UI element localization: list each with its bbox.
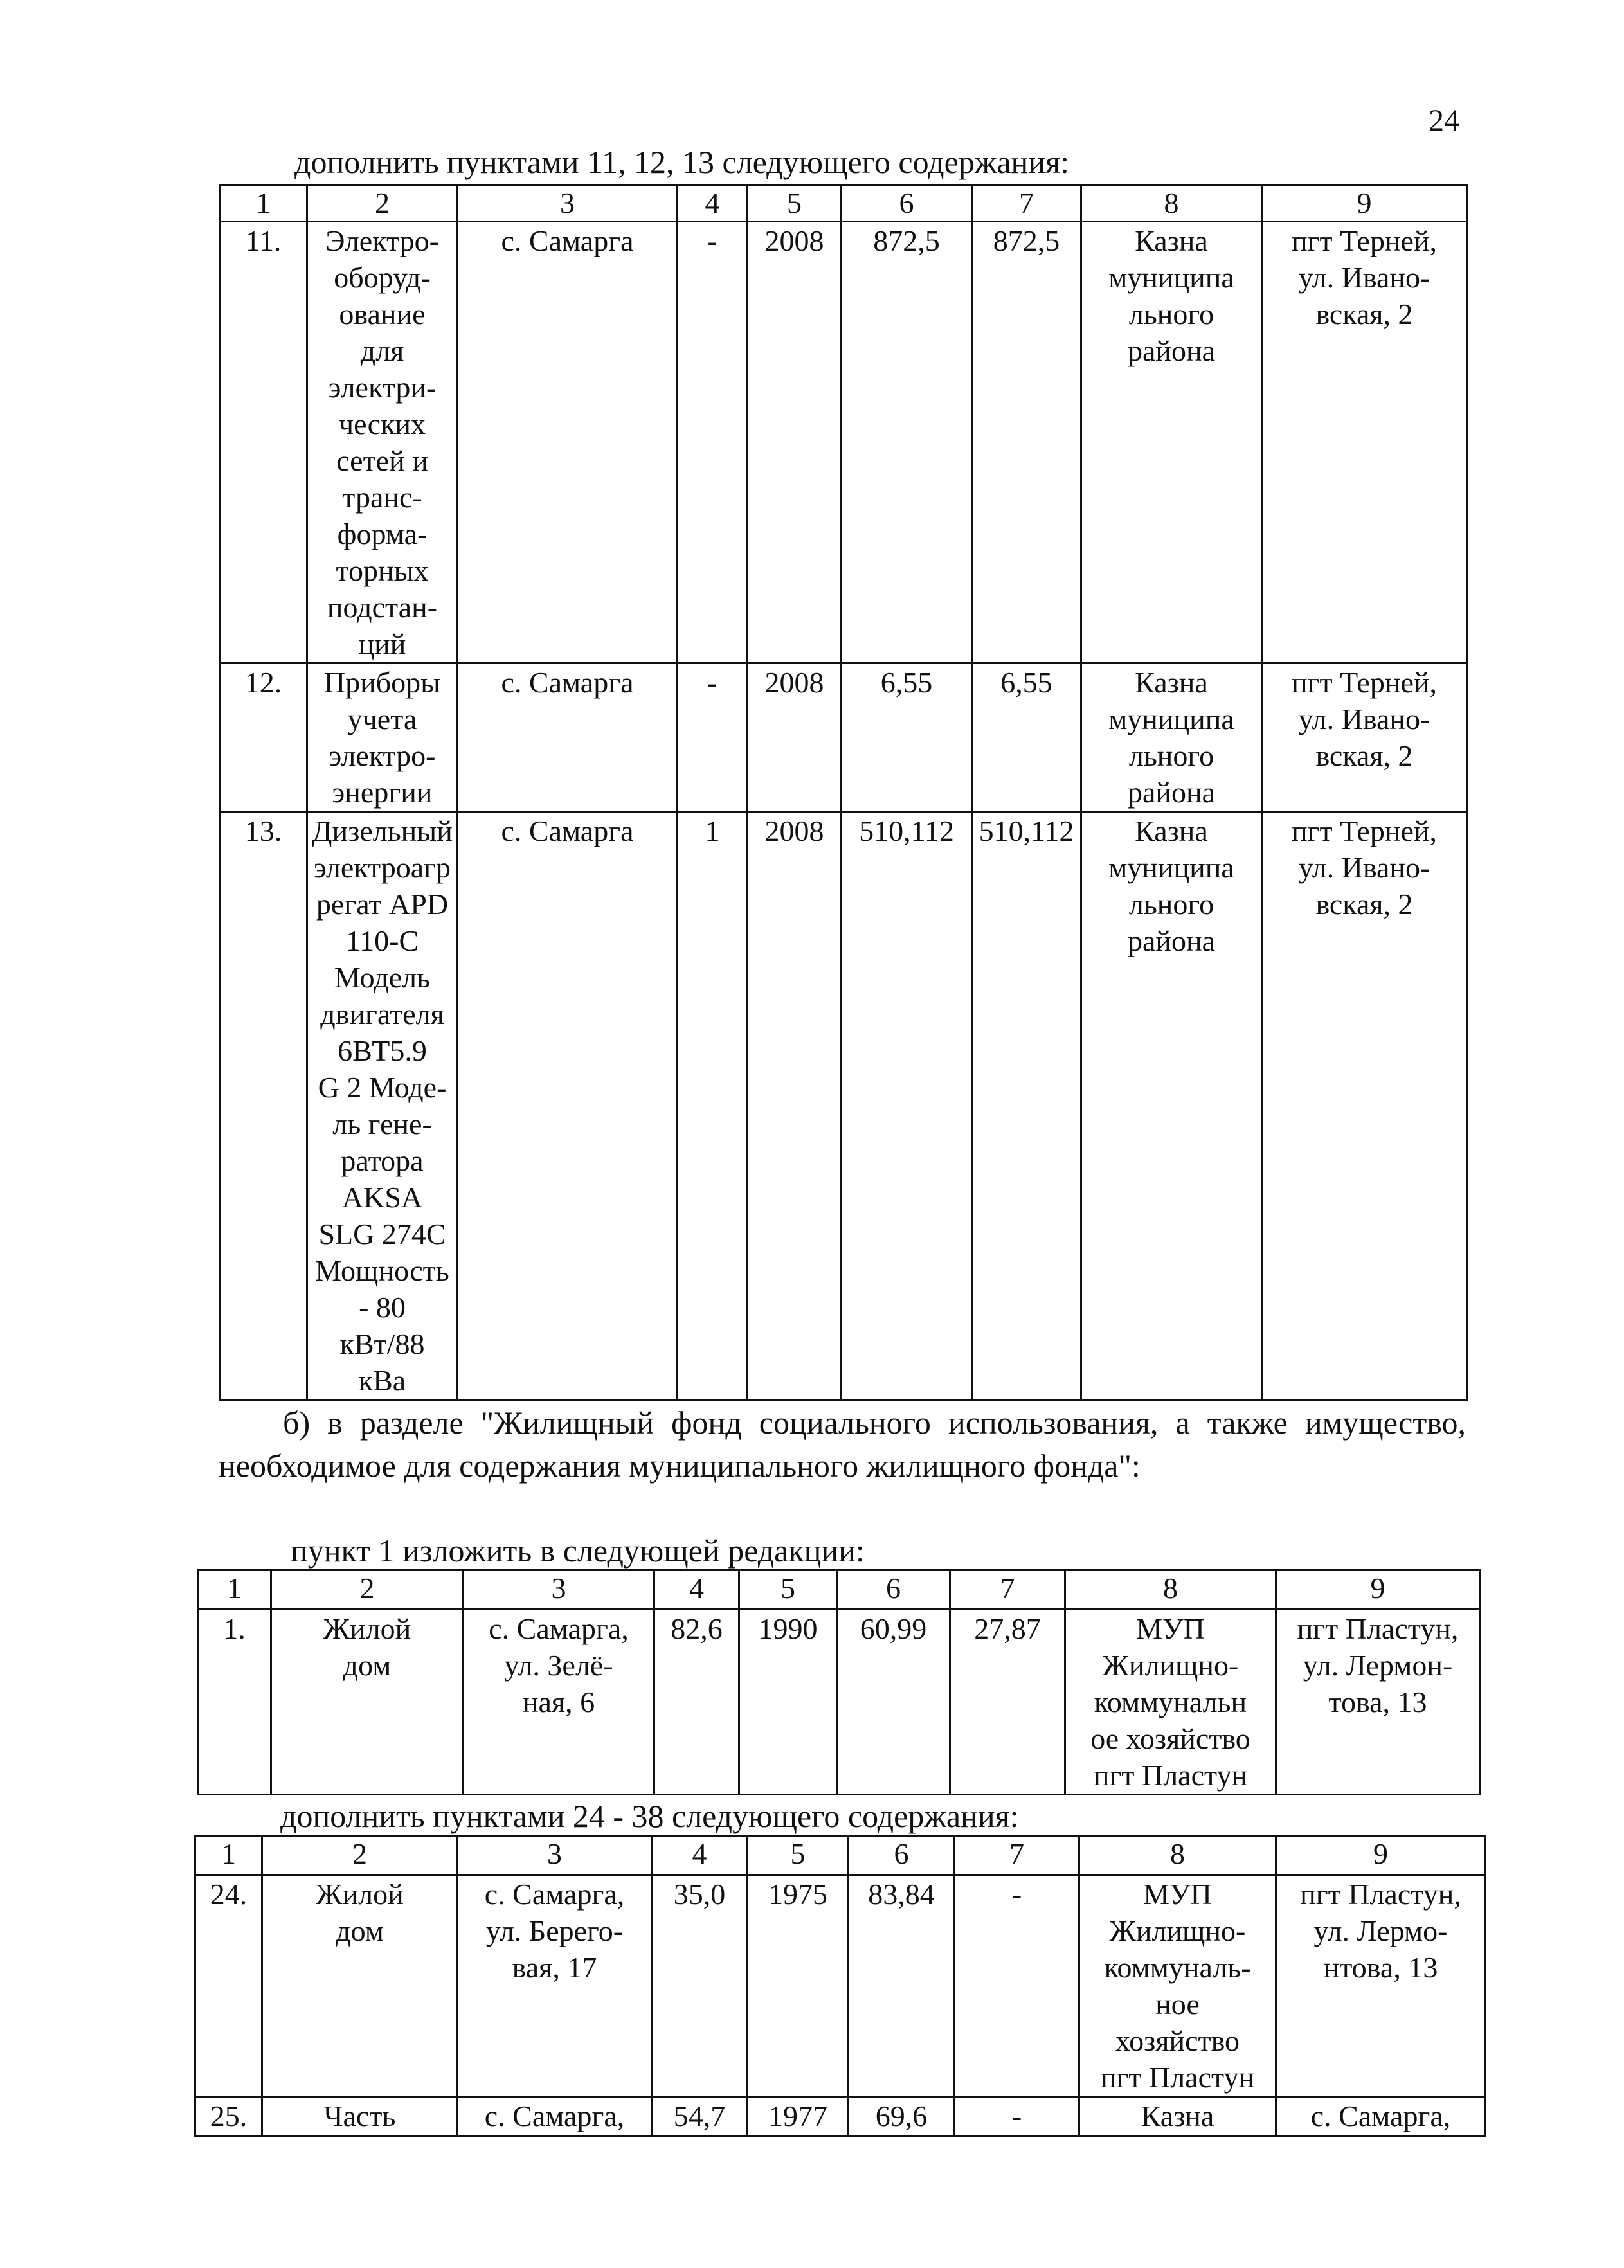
table-cell-col-6: 69,6 [849,2097,955,2136]
table-cell-col-3: 3 [458,1836,652,1875]
table-cell-col-6: 510,112 [842,812,972,1401]
table-cell-col-6: 6 [837,1571,950,1610]
table-cell-col-4: 82,6 [654,1610,739,1795]
table-cell-col-5: 1975 [748,1875,849,2097]
table-cell-col-1: 1 [220,185,307,222]
table-cell-col-3: с. Самарга, ул. Зелё- ная, 6 [464,1610,654,1795]
table-cell-col-4: - [678,222,748,663]
table-cell-col-9: 9 [1262,185,1467,222]
table-cell-col-6: 6 [842,185,972,222]
table-cell-col-9: 9 [1276,1836,1486,1875]
table-cell-col-4: 4 [678,185,748,222]
table-cell-col-9: пгт Терней, ул. Ивано- вская, 2 [1262,812,1467,1401]
table-cell-col-4: 35,0 [652,1875,748,2097]
table-row [198,1610,1480,1795]
table-cell-col-1: 1. [198,1610,271,1795]
table-row [195,2097,1486,2136]
table-cell-col-9: 9 [1276,1571,1480,1610]
table-cell-col-7: 7 [950,1571,1065,1610]
table-cell-col-8: МУП Жилищно- коммуналь- ное хозяйство пгт Пластун [1079,1875,1276,2097]
table-row [195,1875,1486,2097]
table-cell-col-4: 4 [654,1571,739,1610]
table-cell-col-8: Казна муниципа льного района [1081,812,1262,1401]
table-cell-col-2: Жилой дом [262,1875,458,2097]
table-cell-col-8: Казна муниципа льного района [1081,663,1262,812]
table-cell-col-3: 3 [458,185,678,222]
table-cell-col-7: - [955,1875,1079,2097]
table-cell-col-9: пгт Пластун, ул. Лермо- нтова, 13 [1276,1875,1486,2097]
section-b-paragraph: б) в разделе "Жилищный фонд социального использования, а также имущество, необходимое для содержания муниципального жилищного фонда": [219,1405,1466,1484]
table-cell-col-4: 1 [678,812,748,1401]
table-cell-col-5: 1990 [739,1610,837,1795]
table-item-1 [197,1569,1481,1796]
page-number: 24 [1429,104,1459,138]
table-cell-col-5: 2008 [748,222,842,663]
table-header-row [195,1836,1486,1875]
table-cell-col-3: с. Самарга, ул. Берего- вая, 17 [458,1875,652,2097]
table-cell-col-2: Часть [262,2097,458,2136]
table-cell-col-5: 1977 [748,2097,849,2136]
table-cell-col-1: 12. [220,663,307,812]
table-cell-col-1: 24. [195,1875,262,2097]
table-cell-col-3: с. Самарга [458,222,678,663]
table-cell-col-3: с. Самарга, [458,2097,652,2136]
table-cell-col-1: 1 [198,1571,271,1610]
table-cell-col-6: 6,55 [842,663,972,812]
table-cell-col-4: 4 [652,1836,748,1875]
table-cell-col-5: 5 [739,1571,837,1610]
table-cell-col-7: 510,112 [972,812,1081,1401]
intro-items-24-38: дополнить пунктами 24 - 38 следующего содержания: [280,1798,1019,1834]
table-cell-col-9: с. Самарга, [1276,2097,1486,2136]
table-header-row [220,185,1467,222]
table-cell-col-9: пгт Терней, ул. Ивано- вская, 2 [1262,222,1467,663]
intro-items-11-13: дополнить пунктами 11, 12, 13 следующего содержания: [294,144,1069,180]
table-cell-col-5: 5 [748,185,842,222]
table-cell-col-9: пгт Терней, ул. Ивано- вская, 2 [1262,663,1467,812]
table-cell-col-7: 6,55 [972,663,1081,812]
table-cell-col-6: 6 [849,1836,955,1875]
table-cell-col-8: Казна муниципа льного района [1081,222,1262,663]
table-cell-col-2: Приборы учета электро- энергии [307,663,458,812]
table-cell-col-4: - [678,663,748,812]
table-cell-col-6: 83,84 [849,1875,955,2097]
table-cell-col-3: с. Самарга [458,812,678,1401]
table-cell-col-8: МУП Жилищно- коммунальн ое хозяйство пгт Пластун [1065,1610,1276,1795]
table-cell-col-8: 8 [1065,1571,1276,1610]
table-cell-col-1: 11. [220,222,307,663]
table-cell-col-2: Электро- оборуд- ование для электри- ческих сетей и транс- форма- торных подстан- ций [307,222,458,663]
table-cell-col-7: 872,5 [972,222,1081,663]
table-cell-col-6: 872,5 [842,222,972,663]
table-cell-col-4: 54,7 [652,2097,748,2136]
table-cell-col-7: - [955,2097,1079,2136]
table-items-11-13 [219,184,1468,1401]
table-cell-col-7: 27,87 [950,1610,1065,1795]
table-header-row [198,1571,1480,1610]
intro-item-1: пункт 1 изложить в следующей редакции: [291,1533,865,1569]
table-cell-col-3: 3 [464,1571,654,1610]
table-cell-col-2: 2 [262,1836,458,1875]
table-cell-col-8: 8 [1081,185,1262,222]
table-cell-col-1: 25. [195,2097,262,2136]
table-cell-col-5: 5 [748,1836,849,1875]
table-cell-col-7: 7 [972,185,1081,222]
table-cell-col-8: 8 [1079,1836,1276,1875]
table-cell-col-2: 2 [307,185,458,222]
table-cell-col-6: 60,99 [837,1610,950,1795]
table-cell-col-8: Казна [1079,2097,1276,2136]
table-cell-col-9: пгт Пластун, ул. Лермон- това, 13 [1276,1610,1480,1795]
table-cell-col-5: 2008 [748,812,842,1401]
table-cell-col-2: 2 [271,1571,464,1610]
table-cell-col-2: Дизельный электроагр регат АРD 110-С Модель двигателя 6ВТ5.9 G 2 Моде- ль гене- ратора AKSA SLG 274C Мощность - 80 кВт/88 кВа [307,812,458,1401]
table-items-24-38 [194,1835,1486,2137]
table-row [220,222,1467,663]
table-cell-col-1: 13. [220,812,307,1401]
table-row [220,812,1467,1401]
table-cell-col-7: 7 [955,1836,1079,1875]
table-row [220,663,1467,812]
table-cell-col-3: с. Самарга [458,663,678,812]
table-cell-col-5: 2008 [748,663,842,812]
table-cell-col-2: Жилой дом [271,1610,464,1795]
table-cell-col-1: 1 [195,1836,262,1875]
